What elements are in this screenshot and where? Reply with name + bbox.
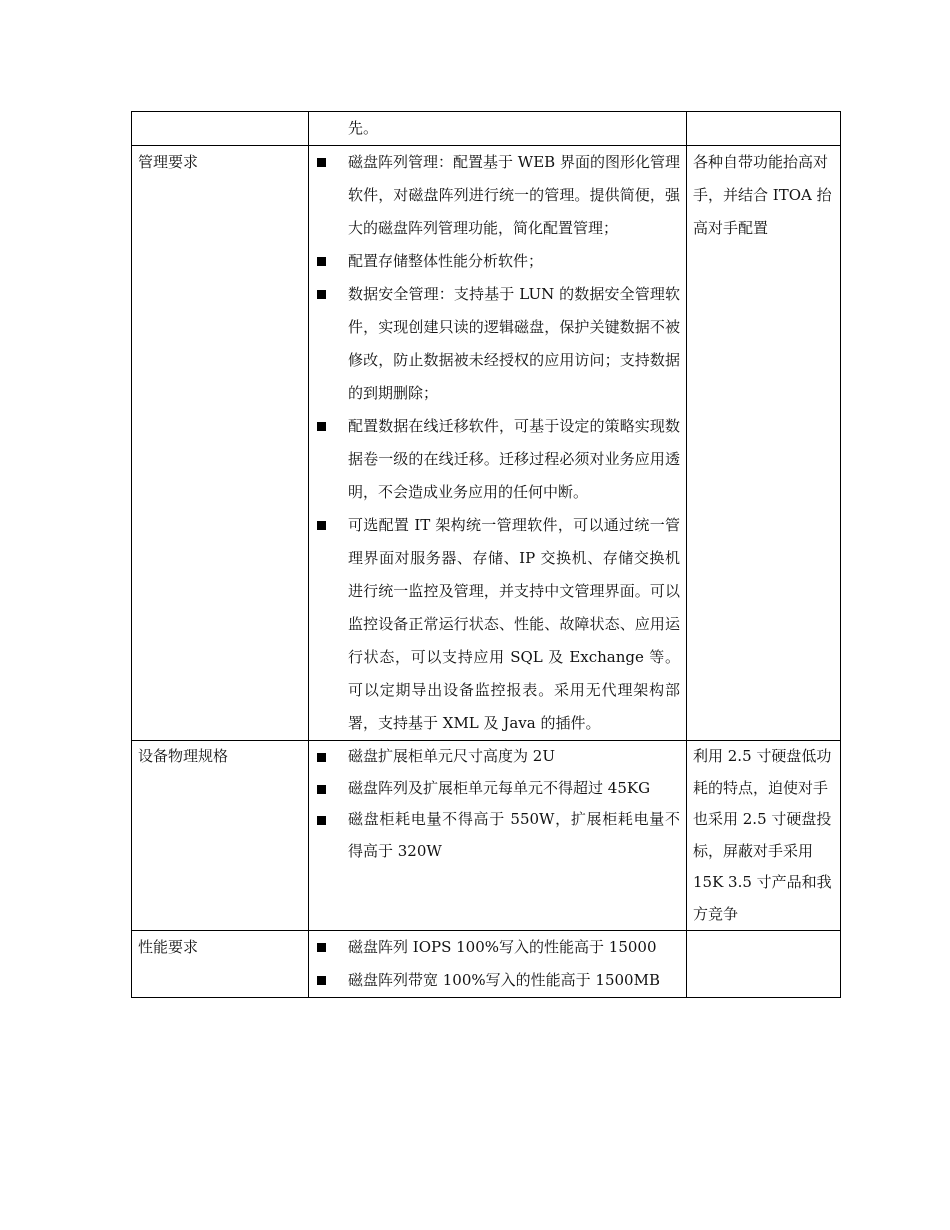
continuation-text: 先。 — [348, 119, 379, 137]
requirement-cell — [309, 112, 687, 146]
category-cell: 性能要求 — [132, 931, 309, 998]
requirement-cell — [309, 741, 687, 931]
note-cell — [687, 112, 841, 146]
note-cell: 利用 2.5 寸硬盘低功耗的特点，迫使对手也采用 2.5 寸硬盘投标，屏蔽对手采用 15K 3.5 寸产品和我方竞争 — [687, 741, 841, 931]
list-item: 磁盘阵列及扩展柜单元每单元不得超过 45KG — [315, 773, 680, 805]
list-item: 磁盘阵列管理：配置基于 WEB 界面的图形化管理软件，对磁盘阵列进行统一的管理。提供简便，强大的磁盘阵列管理功能，简化配置管理； — [315, 146, 680, 245]
list-item: 可选配置 IT 架构统一管理软件，可以通过统一管理界面对服务器、存储、IP 交换机、存储交换机进行统一监控及管理，并支持中文管理界面。可以监控设备正常运行状态、性能、故障状态、应用运行状态，可以支持应用 SQL 及 Exchange 等。可以定期导出设备监控报表。采用无代理架构部署，支持基于 XML 及 Java 的插件。 — [315, 509, 680, 740]
requirement-cell — [309, 931, 687, 998]
category-cell: 设备物理规格 — [132, 741, 309, 931]
table-row — [132, 112, 841, 146]
note-cell: 各种自带功能抬高对手，并结合 ITOA 抬高对手配置 — [687, 146, 841, 741]
list-item: 磁盘阵列 IOPS 100%写入的性能高于 15000 — [315, 931, 680, 964]
table-row — [132, 931, 841, 998]
category-cell — [132, 112, 309, 146]
list-item: 配置存储整体性能分析软件； — [315, 245, 680, 278]
list-item: 磁盘阵列带宽 100%写入的性能高于 1500MB — [315, 964, 680, 997]
list-item: 磁盘扩展柜单元尺寸高度为 2U — [315, 741, 680, 773]
list-item: 磁盘柜耗电量不得高于 550W，扩展柜耗电量不得高于 320W — [315, 804, 680, 867]
note-cell — [687, 931, 841, 998]
table-row — [132, 146, 841, 741]
category-cell: 管理要求 — [132, 146, 309, 741]
table-row — [132, 741, 841, 931]
requirement-cell — [309, 146, 687, 741]
list-item: 配置数据在线迁移软件，可基于设定的策略实现数据卷一级的在线迁移。迁移过程必须对业务应用透明，不会造成业务应用的任何中断。 — [315, 410, 680, 509]
list-item: 数据安全管理：支持基于 LUN 的数据安全管理软件，实现创建只读的逻辑磁盘，保护关键数据不被修改，防止数据被未经授权的应用访问；支持数据的到期删除； — [315, 278, 680, 410]
spec-table — [131, 111, 841, 998]
